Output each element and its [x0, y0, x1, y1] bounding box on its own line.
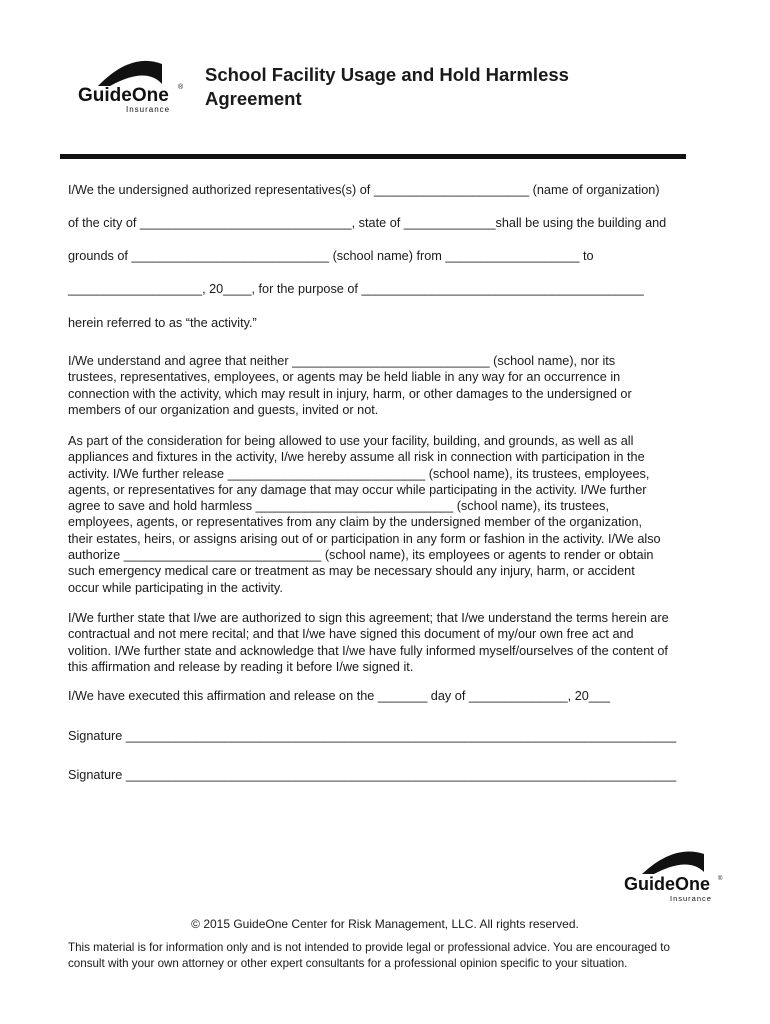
- svg-text:GuideOne: GuideOne: [78, 85, 169, 106]
- copyright-notice: © 2015 GuideOne Center for Risk Management, LLC. All rights reserved.: [191, 917, 579, 931]
- intro-line-3: grounds of ____________________________ (school name) from ___________________ to: [68, 249, 594, 263]
- document-title: School Facility Usage and Hold Harmless Agreement: [205, 64, 569, 109]
- release-paragraph: As part of the consideration for being allowed to use your facility, building, and grounds, as well as all appliances and fixtures in the activity, I/we hereby assume all risk in connection with participation in the activity. I/We further release ____________________________ (school name), its trustees, employees, agents, or representatives for any damage that may occur while participating in the activity. I/We further agree to save and hold harmless ____________________________ (school name), its trustees, employees, agents, or representatives from any claim by the undersigned member of the organization, their estates, heirs, or assigns arising out of or participation in any form or fashion in the activity. I/We also authorize ____________________________ (school name), its employees or agents to render or obtain such emergency medical care or treatment as may be necessary should any injury, harm, or accident occur while participating in the activity.: [68, 434, 661, 595]
- signature-line-2[interactable]: Signature ______________________________________________________________________________: [68, 768, 677, 782]
- intro-line-1: I/We the undersigned authorized representatives(s) of ______________________ (name of organization): [68, 183, 660, 197]
- title-divider: [60, 154, 686, 159]
- svg-text:GuideOne: GuideOne: [624, 874, 711, 894]
- disclaimer: This material is for information only and is not intended to provide legal or professional advice. You are encouraged to consult with your own attorney or other expert consultants for a professional opinion specific to your situation.: [68, 941, 670, 970]
- execution-date-line: I/We have executed this affirmation and release on the _______ day of ______________, 20___: [68, 689, 610, 703]
- intro-line-5: herein referred to as “the activity.”: [68, 316, 257, 330]
- liability-paragraph: I/We understand and agree that neither ____________________________ (school name), nor its trustees, representatives, employees, or agents may be held liable in any way for an occurrence in connection with the activity, which may result in injury, harm, or other damages to the undersigned or members of our organization and guests, invited or not.: [68, 354, 632, 417]
- signature-line-1[interactable]: Signature ______________________________________________________________________________: [68, 729, 677, 743]
- guideone-logo-bottom: [622, 846, 726, 906]
- intro-line-2: of the city of ______________________________, state of _____________shall be using the building and: [68, 216, 667, 230]
- svg-text:Insurance: Insurance: [670, 894, 712, 903]
- intro-line-4: ___________________, 20____, for the purpose of ________________________________________: [68, 282, 644, 296]
- authorization-paragraph: I/We further state that I/we are authorized to sign this agreement; that I/we understand the terms herein are contractual and not mere recital; and that I/we have signed this document of my/our own free act and volition. I/We further state and acknowledge that I/we have fully informed myself/ourselves of the content of this affirmation and release by reading it before I/we signed it.: [68, 611, 669, 674]
- svg-text:®: ®: [178, 84, 184, 91]
- svg-text:Insurance: Insurance: [126, 105, 171, 114]
- svg-text:®: ®: [718, 876, 723, 882]
- guideone-logo-top: [76, 56, 186, 118]
